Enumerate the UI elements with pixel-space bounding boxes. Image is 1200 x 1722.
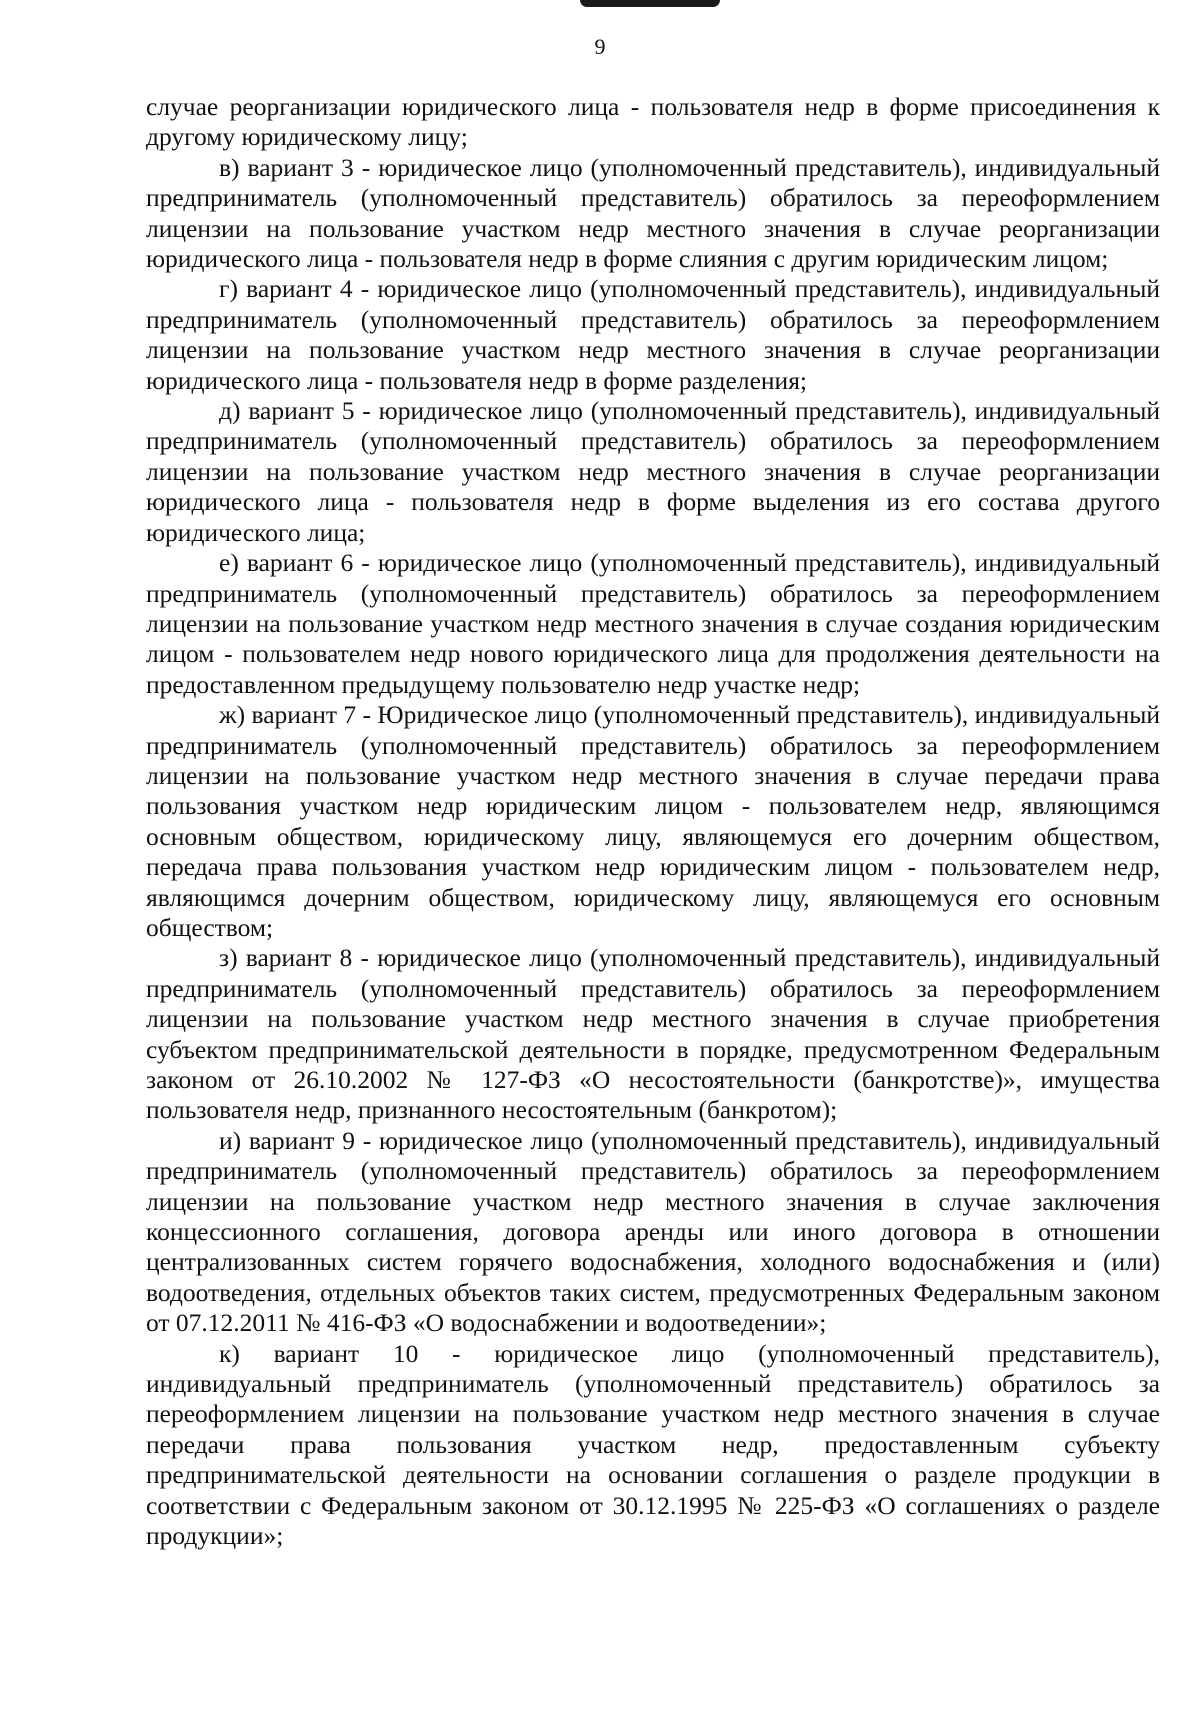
page-number: 9 [594, 34, 606, 59]
paragraph-item-k: к) вариант 10 - юридическое лицо (уполномоченный представитель), индивидуальный предприниматель (уполномоченный представитель) обратилось за переоформлением лицензии на пользование участком недр местного значения в случае передачи права пользования участком недр, предоставленным субъекту предпринимательской деятельности на основании соглашения о разделе продукции в соответствии с Федеральным законом от 30.12.1995 № 225-ФЗ «О соглашениях о разделе продукции»; [146, 1338, 1160, 1551]
paragraph-continuation: случае реорганизации юридического лица - пользователя недр в форме присоединения к другому юридическому лицу; [146, 92, 1160, 152]
paragraph-item-g: г) вариант 4 - юридическое лицо (уполномоченный представитель), индивидуальный предприниматель (уполномоченный представитель) обратилось за переоформлением лицензии на пользование участком недр местного значения в случае реорганизации юридического лица - пользователя недр в форме разделения; [146, 274, 1160, 395]
scan-edge-mark [580, 0, 720, 7]
paragraph-item-i: и) вариант 9 - юридическое лицо (уполномоченный представитель), индивидуальный предприниматель (уполномоченный представитель) обратилось за переоформлением лицензии на пользование участком недр местного значения в случае заключения концессионного соглашения, договора аренды или иного договора в отношении централизованных систем горячего водоснабжения, холодного водоснабжения и (или) водоотведения, отдельных объектов таких систем, предусмотренных Федеральным законом от 07.12.2011 № 416-ФЗ «О водоснабжении и водоотведении»; [146, 1125, 1160, 1338]
paragraph-item-d: д) вариант 5 - юридическое лицо (уполномоченный представитель), индивидуальный предприниматель (уполномоченный представитель) обратилось за переоформлением лицензии на пользование участком недр местного значения в случае реорганизации юридического лица - пользователя недр в форме выделения из его состава другого юридического лица; [146, 396, 1160, 547]
paragraph-item-z: з) вариант 8 - юридическое лицо (уполномоченный представитель), индивидуальный предприниматель (уполномоченный представитель) обратилось за переоформлением лицензии на пользование участком недр местного значения в случае приобретения субъектом предпринимательской деятельности в порядке, предусмотренном Федеральным законом от 26.10.2002 № 127-ФЗ «О несостоятельности (банкротстве)», имущества пользователя недр, признанного несостоятельным (банкротом); [146, 943, 1160, 1125]
paragraph-item-v: в) вариант 3 - юридическое лицо (уполномоченный представитель), индивидуальный предприниматель (уполномоченный представитель) обратилось за переоформлением лицензии на пользование участком недр местного значения в случае реорганизации юридического лица - пользователя недр в форме слияния с другим юридическим лицом; [146, 152, 1160, 274]
paragraph-item-e: е) вариант 6 - юридическое лицо (уполномоченный представитель), индивидуальный предприниматель (уполномоченный представитель) обратилось за переоформлением лицензии на пользование участком недр местного значения в случае создания юридическим лицом - пользователем недр нового юридического лица для продолжения деятельности на предоставленном предыдущему пользователю недр участке недр; [146, 548, 1160, 699]
document-body [146, 92, 1160, 1552]
paragraph-item-zh: ж) вариант 7 - Юридическое лицо (уполномоченный представитель), индивидуальный предприниматель (уполномоченный представитель) обратилось за переоформлением лицензии на пользование участком недр местного значения в случае передачи права пользования участком недр юридическим лицом - пользователем недр, являющимся основным обществом, юридическому лицу, являющемуся его дочерним обществом, передача права пользования участком недр юридическим лицом - пользователем недр, являющимся дочерним обществом, юридическому лицу, являющемуся его основным обществом; [146, 700, 1160, 942]
